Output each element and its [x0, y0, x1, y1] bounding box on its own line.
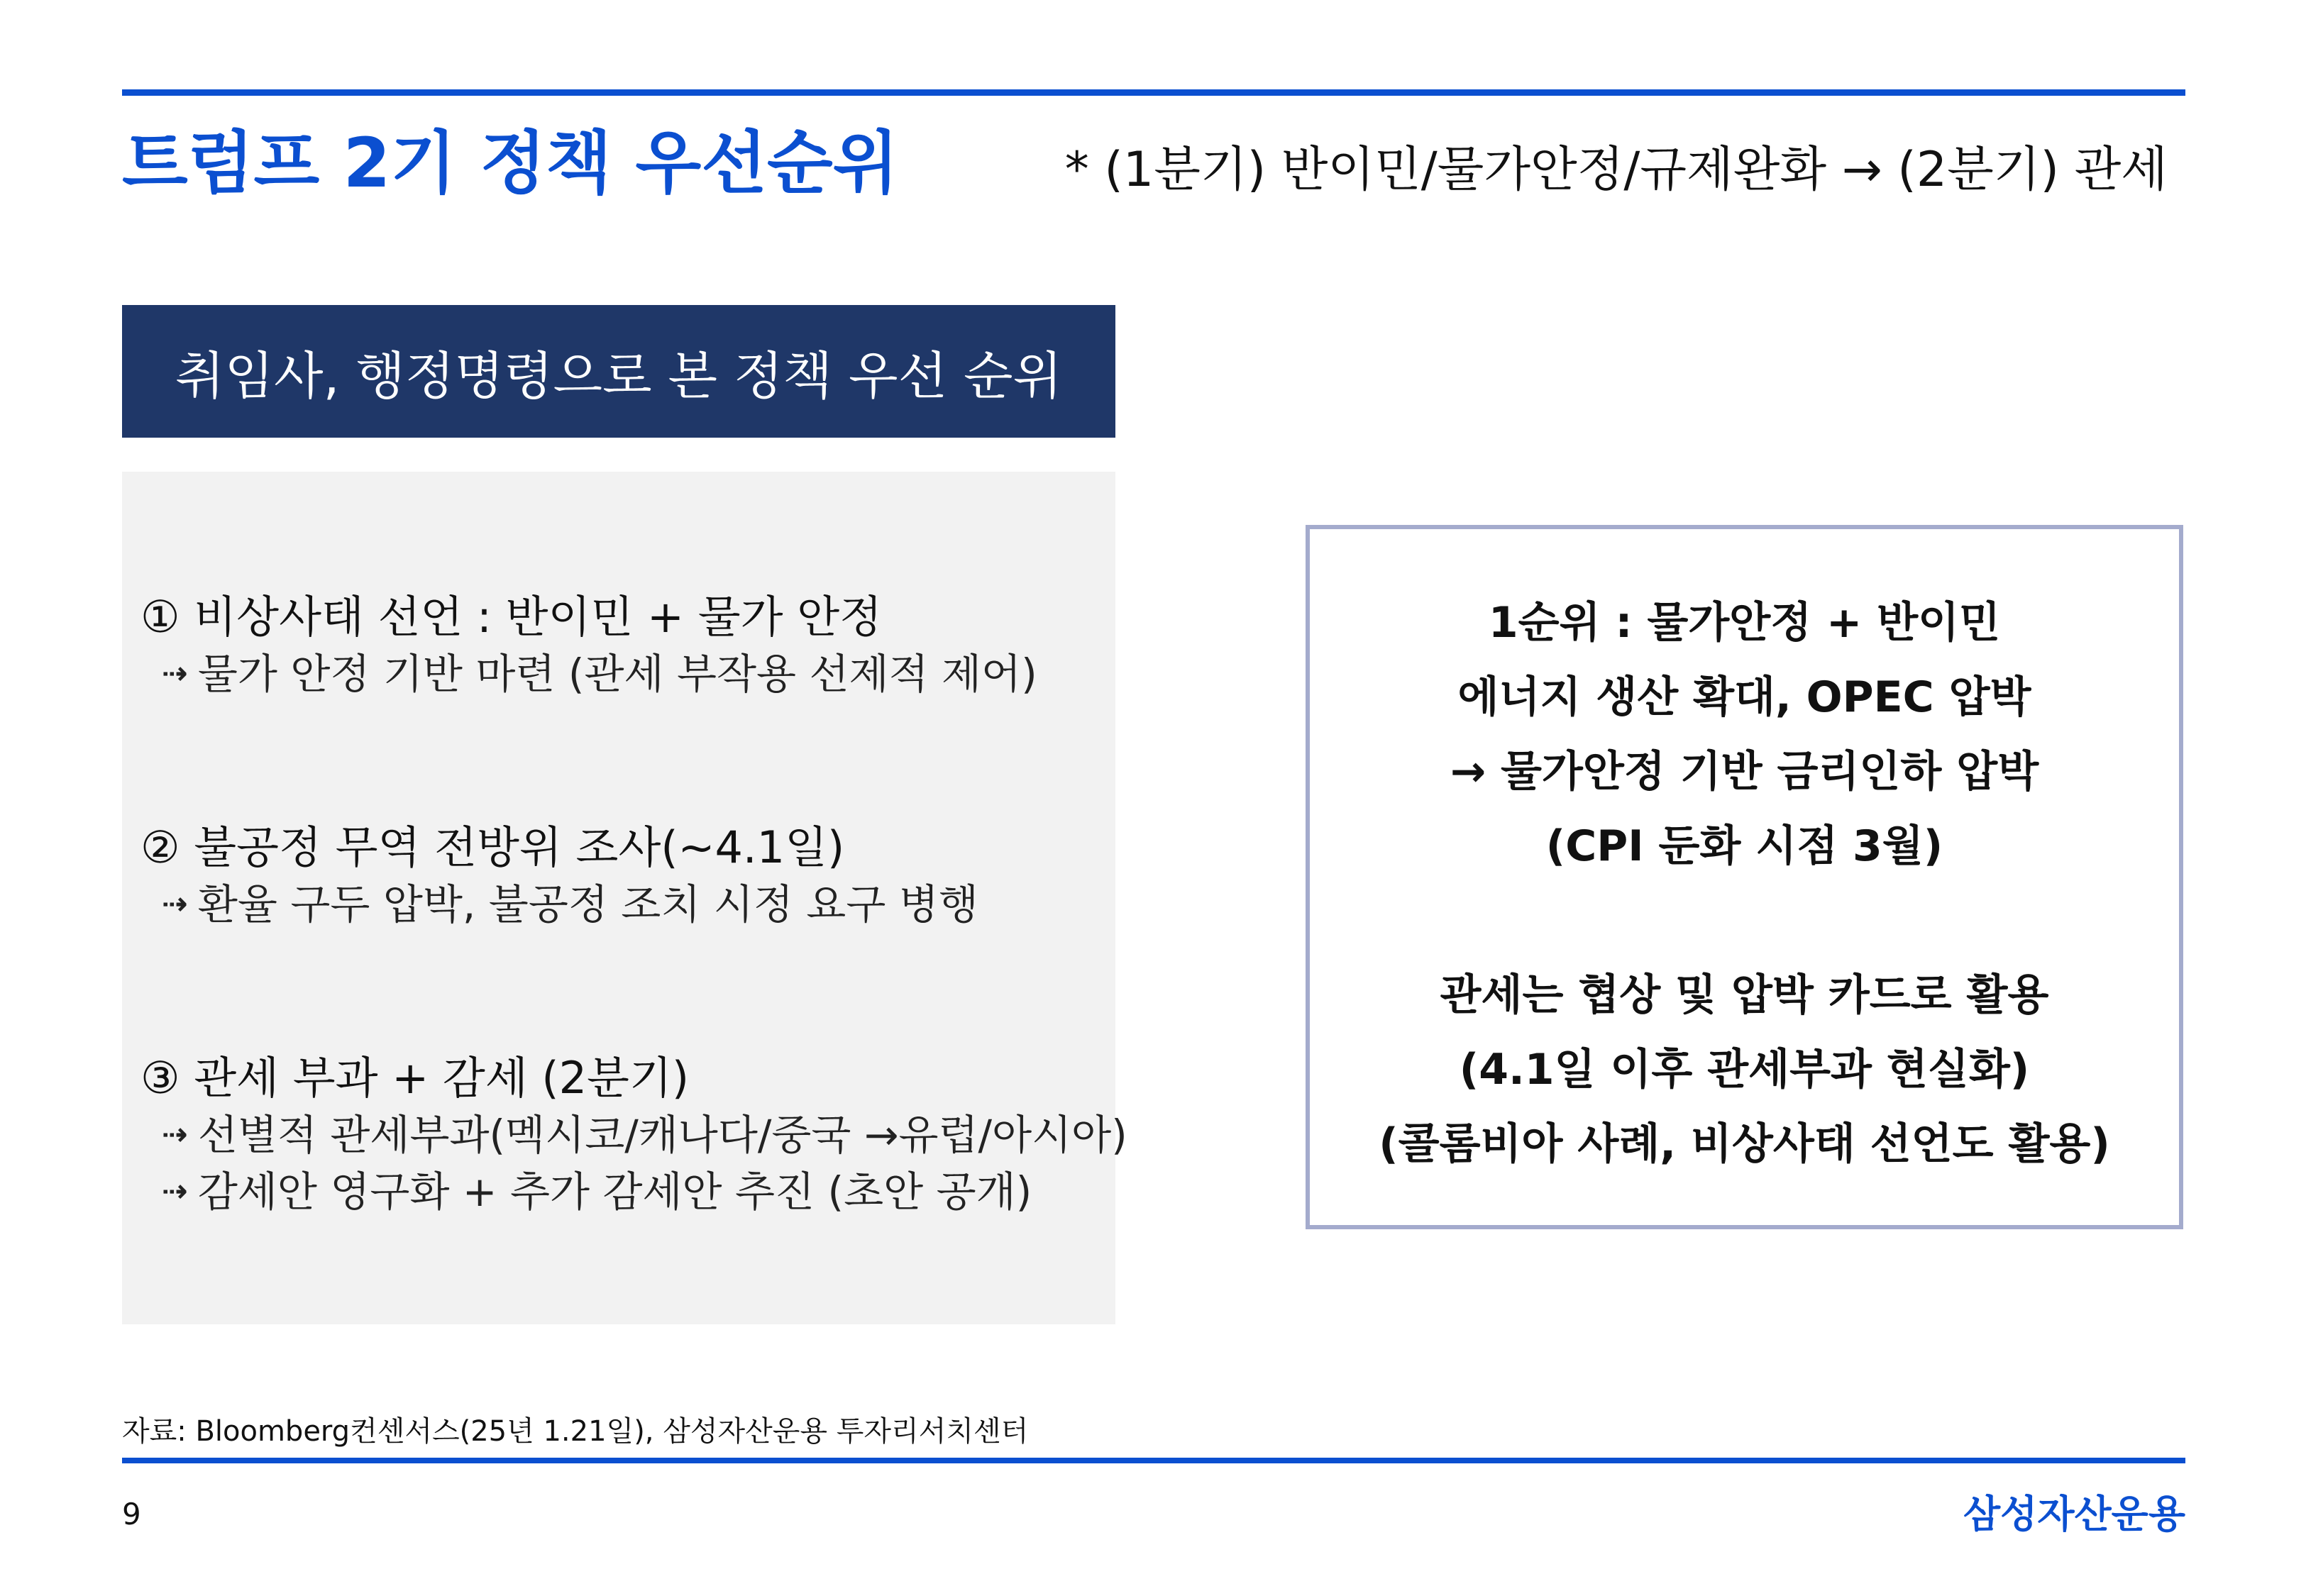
dotted-arrow-icon: ⇢ — [162, 885, 188, 922]
list-item-title: ① 비상사태 선언 : 반이민 + 물가 안정 — [140, 591, 882, 643]
bottom-rule — [122, 1458, 2185, 1463]
header-note: * (1분기) 반이민/물가안정/규제완화 → (2분기) 관세 — [1064, 142, 2168, 198]
dotted-arrow-icon: ⇢ — [162, 1116, 188, 1153]
top-rule — [122, 89, 2185, 96]
list-item-detail-text: 선별적 관세부과(멕시코/캐나다/중국 →유럽/아시아) — [197, 1111, 1127, 1159]
dotted-arrow-icon: ⇢ — [162, 1173, 188, 1209]
list-item-title: ② 불공정 무역 전방위 조사(~4.1일) — [140, 821, 845, 873]
list-item-title: ③ 관세 부과 + 감세 (2분기) — [140, 1052, 690, 1104]
list-item-detail-text: 환율 구두 압박, 불공정 조치 시정 요구 병행 — [197, 880, 978, 929]
list-item — [140, 589, 1037, 702]
summary-line: 관세는 협상 및 압박 카드로 활용 — [1440, 970, 2049, 1020]
list-item-detail-text: 감세안 영구화 + 추가 감세안 추진 (초안 공개) — [197, 1168, 1032, 1216]
page-number: 9 — [122, 1497, 141, 1531]
list-item-detail — [140, 876, 978, 933]
summary-line: 에너지 생산 확대, OPEC 압박 — [1457, 672, 2031, 722]
summary-box — [1306, 525, 2183, 1229]
summary-line: 1순위 : 물가안정 + 반이민 — [1488, 598, 2001, 648]
page-title: 트럼프 2기 정책 우선순위 — [122, 123, 899, 203]
list-item-detail — [140, 1163, 1127, 1220]
list-item — [140, 819, 978, 933]
section-header — [122, 305, 1115, 438]
list-item — [140, 1050, 1127, 1220]
priority-list-panel — [122, 472, 1127, 1324]
summary-line: (콜롬비아 사례, 비상사태 선언도 활용) — [1379, 1119, 2110, 1169]
source-note: 자료: Bloomberg컨센서스(25년 1.21일), 삼성자산운용 투자리서치센터 — [122, 1415, 1029, 1448]
section-header-label: 취임사, 행정명령으로 본 정책 우선 순위 — [175, 345, 1063, 406]
summary-line: (4.1일 이후 관세부과 현실화) — [1459, 1045, 2030, 1095]
dotted-arrow-icon: ⇢ — [162, 655, 188, 692]
summary-line: (CPI 둔화 시점 3월) — [1545, 821, 1943, 871]
list-item-detail — [140, 645, 1037, 702]
brand-logo-text: 삼성자산운용 — [1963, 1492, 2185, 1536]
list-item-detail — [140, 1107, 1127, 1163]
summary-line: → 물가안정 기반 금리인하 압박 — [1450, 747, 2039, 797]
list-item-detail-text: 물가 안정 기반 마련 (관세 부작용 선제적 제어) — [197, 650, 1037, 698]
